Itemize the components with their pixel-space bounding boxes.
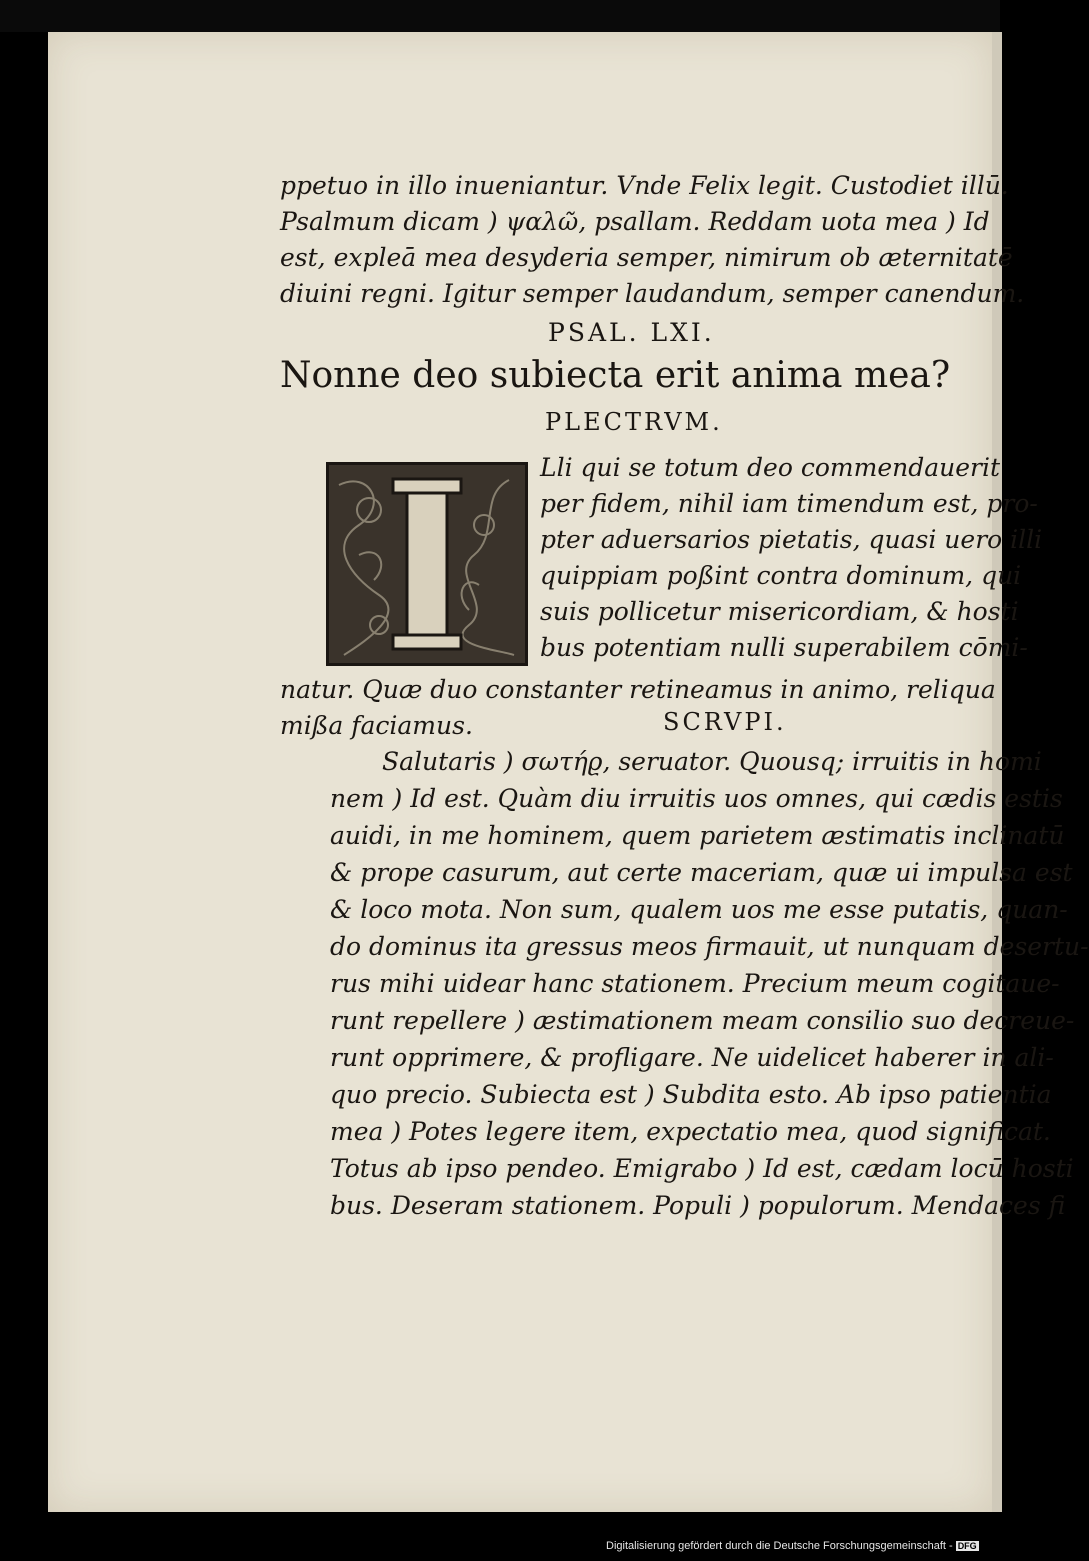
text-line: pter aduersarios pietatis, quasi uero illi xyxy=(540,525,1043,554)
text-line: ppetuo in illo inueniantur. Vnde Felix legit. Custodiet illū. xyxy=(280,171,1009,200)
text-line: nem ) Id est. Quàm diu irruitis uos omnes, qui cædis estis xyxy=(330,784,1063,813)
plectrum-heading: PLECTRVM. xyxy=(545,408,723,436)
text-line: Psalmum dicam ) ψαλῶ, psallam. Reddam uota mea ) Id xyxy=(280,207,990,236)
text-line: quo precio. Subiecta est ) Subdita esto. Ab ipso patientia xyxy=(330,1080,1052,1109)
top-dark-margin xyxy=(0,0,1000,32)
text-line: Salutaris ) σωτήϱ, seruator. Quousq; irruitis in homi xyxy=(382,747,1042,776)
text-line: runt opprimere, & profligare. Ne uidelicet haberer in ali- xyxy=(330,1043,1054,1072)
text-line: bus potentiam nulli superabilem cōmi- xyxy=(540,633,1028,662)
text-line: do dominus ita gressus meos firmauit, ut nunquam desertu- xyxy=(330,932,1089,961)
text-line: mißa faciamus. xyxy=(280,711,473,740)
plectrum-paragraph xyxy=(540,450,1043,666)
text-line: Totus ab ipso pendeo. Emigrabo ) Id est, cædam locū hosti xyxy=(330,1154,1074,1183)
text-line: per fidem, nihil iam timendum est, pro- xyxy=(540,489,1038,518)
text-line: natur. Quæ duo constanter retineamus in animo, reliqua xyxy=(280,675,996,704)
psalm-heading: PSAL. LXI. xyxy=(548,318,715,347)
text-line: auidi, in me hominem, quem parietem æstimatis inclinatū xyxy=(330,821,1065,850)
digitization-footer xyxy=(606,1540,979,1552)
scrupi-paragraph xyxy=(330,744,1042,780)
text-line: & loco mota. Non sum, qualem uos me esse putatis, quan- xyxy=(330,895,1068,924)
text-line: bus. Deseram stationem. Populi ) populorum. Mendaces fi xyxy=(330,1191,1066,1220)
scrupi-paragraph-body xyxy=(330,780,1089,1224)
text-line: est, expleā mea desyderia semper, nimirum ob æternitatē xyxy=(280,243,1013,272)
psalm-incipit: Nonne deo subiecta erit anima mea? xyxy=(280,355,951,396)
text-line: runt repellere ) æstimationem meam consilio suo decreue- xyxy=(330,1006,1075,1035)
text-line: rus mihi uidear hanc stationem. Precium meum cogitaue- xyxy=(330,969,1060,998)
text-line: Lli qui se totum deo commendauerit xyxy=(540,453,1001,482)
plectrum-tail xyxy=(280,672,996,744)
scrupi-heading: SCRVPI. xyxy=(663,708,787,736)
text-line: mea ) Potes legere item, expectatio mea, quod significat. xyxy=(330,1117,1051,1146)
dfg-logo: DFG xyxy=(957,1541,977,1551)
text-line: diuini regni. Igitur semper laudandum, semper canendum. xyxy=(280,279,1025,308)
text-line: & prope casurum, aut certe maceriam, quæ ui impulsa est xyxy=(330,858,1073,887)
initial-ornament-icon xyxy=(329,465,525,663)
text-line: quippiam poßint contra dominum, qui xyxy=(540,561,1022,590)
text-line: suis pollicetur misericordiam, & hosti xyxy=(540,597,1019,626)
decorated-initial xyxy=(326,462,528,666)
footer-text: Digitalisierung gefördert durch die Deutsche Forschungsgemeinschaft - xyxy=(606,1540,953,1552)
top-paragraph xyxy=(280,168,1025,312)
